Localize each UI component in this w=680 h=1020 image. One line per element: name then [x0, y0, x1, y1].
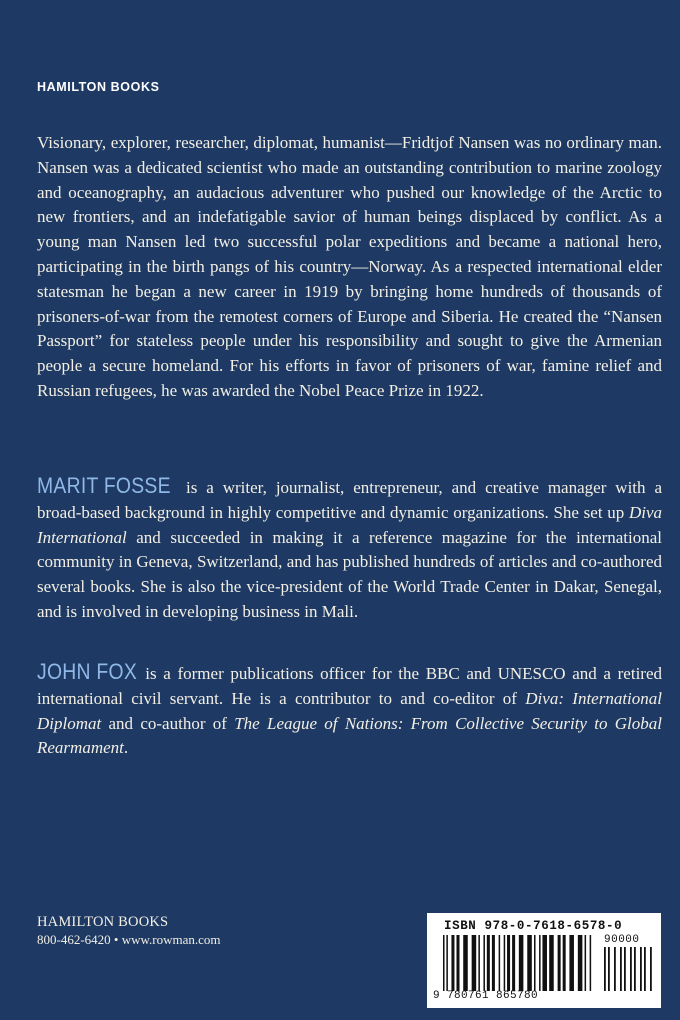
- isbn-barcode: [427, 913, 661, 1008]
- author-bio-marit-fosse: [37, 474, 662, 625]
- bio-text: and co-author of: [101, 713, 235, 733]
- publication-title: The League of Nations: From Collective Security to Global Rearmament: [37, 713, 662, 758]
- isbn-label: ISBN 978-0-7618-6578-0: [444, 919, 623, 933]
- ean-digits: 9 780761 865780: [433, 990, 539, 1002]
- footer-publisher-name: HAMILTON BOOKS: [37, 914, 169, 930]
- author-name: MARIT FOSSE: [37, 473, 171, 498]
- publisher-imprint: HAMILTON BOOKS: [37, 80, 160, 94]
- publication-title: Diva: International Diplomat: [37, 688, 662, 733]
- author-bio-john-fox: [37, 660, 662, 761]
- price-code: 90000: [604, 934, 640, 946]
- author-name: JOHN FOX: [37, 659, 137, 684]
- publisher-footer: [37, 913, 221, 949]
- bio-text: .: [123, 738, 129, 758]
- publication-title: Diva International: [37, 502, 662, 547]
- bio-text: is a former publications officer for the BBC and UNESCO and a retired international civil servant. He is a contributor to and co-editor of: [37, 664, 662, 708]
- bio-text: and succeeded in making it a reference magazine for the international community in Geneva, Switzerland, and has published hundreds of articles and co-authored several books. She is also the vice-president of the World Trade Center in Dakar, Senegal, and is involved in developing business in Mali.: [37, 527, 662, 621]
- footer-contact: 800-462-6420 • www.rowman.com: [37, 932, 221, 947]
- bio-text: is a writer, journalist, entrepreneur, and creative manager with a broad-based background in highly competitive and dynamic organizations. She set up: [37, 478, 662, 522]
- book-description: Visionary, explorer, researcher, diplomat, humanist—Fridtjof Nansen was no ordinary man. Nansen was a dedicated scientist who made an outstanding contribution to marine zoology and oceanography, an audacious adventurer who pushed our knowledge of the Arctic to new frontiers, and an indefatigable savior of human beings displaced by conflict. As a young man Nansen led two successful polar expeditions and became a national hero, participating in the birth pangs of his country—Norway. As a respected international elder statesman he began a new career in 1919 by bringing home hundreds of thousands of prisoners-of-war from the remotest corners of Europe and Siberia. He created the “Nansen Passport” for stateless people under his responsibility and sought to give the Armenian people a secure homeland. For his efforts in favor of prisoners of war, famine relief and Russian refugees, he was awarded the Nobel Peace Prize in 1922.: [37, 133, 662, 400]
